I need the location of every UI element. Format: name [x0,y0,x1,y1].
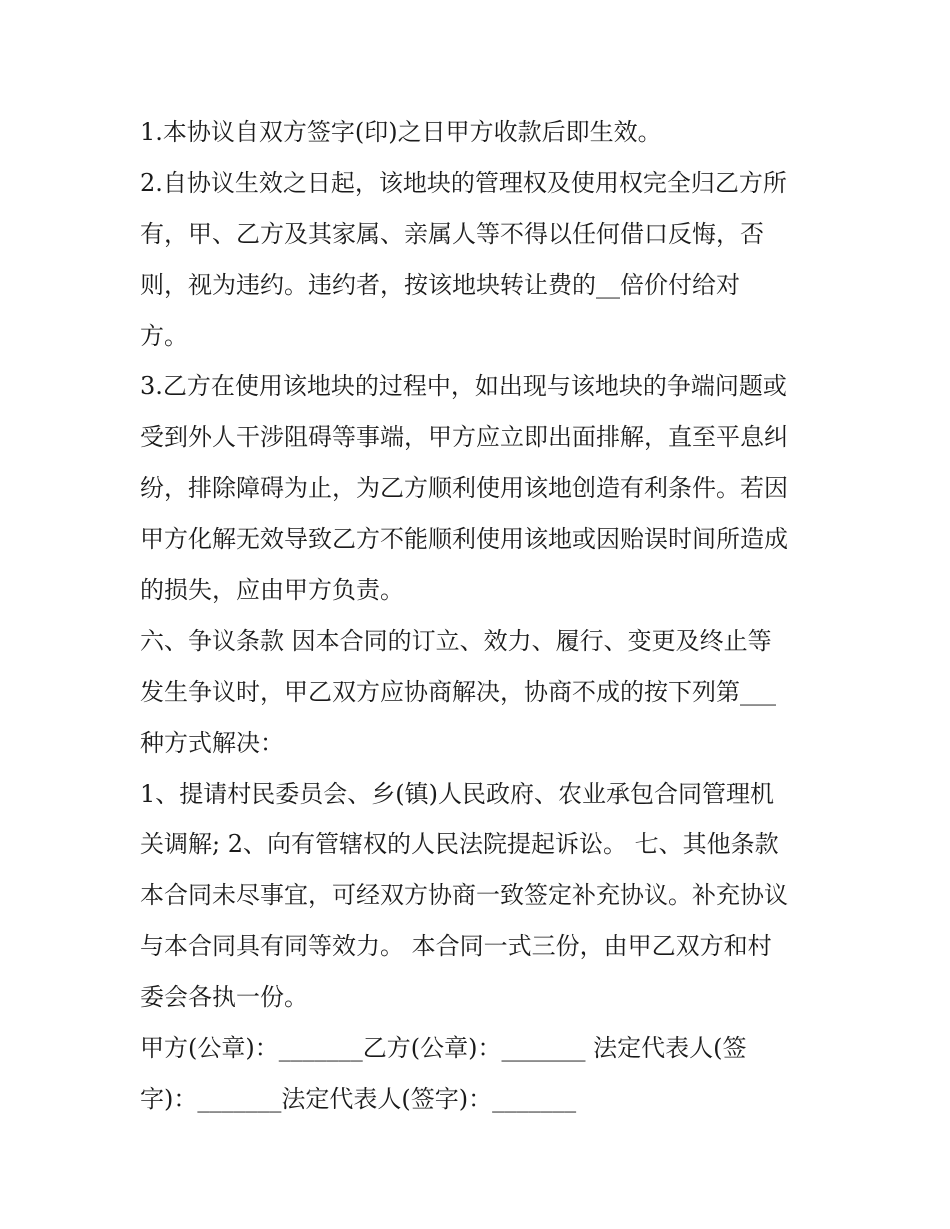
text-line: 字)：_______法定代表人(签字)：_______ [140,1084,577,1113]
text-line: 六、争议条款 因本合同的订立、效力、履行、变更及终止等 [140,626,772,655]
text-line: 的损失，应由甲方负责。 [140,576,404,605]
text-line: 2.自协议生效之日起，该地块的管理权及使用权完全归乙方所 [140,168,787,197]
text-line: 方。 [140,321,188,350]
text-line: 本合同未尽事宜，可经双方协商一致签定补充协议。补充协议 [140,881,788,910]
text-line: 发生争议时，甲乙双方应协商解决，协商不成的按下列第___ [140,677,776,706]
text-line: 纷，排除障碍为止，为乙方顺利使用该地创造有利条件。若因 [140,474,788,503]
document-body [140,107,820,1125]
text-line: 有，甲、乙方及其家属、亲属人等不得以任何借口反悔，否 [140,219,764,248]
text-line: 委会各执一份。 [140,983,308,1012]
text-line: 甲方(公章)：_______乙方(公章)：_______ 法定代表人(签 [140,1034,747,1063]
text-line: 3.乙方在使用该地块的过程中，如出现与该地块的争端问题或 [140,372,787,401]
text-line: 甲方化解无效导致乙方不能顺利使用该地或因贻误时间所造成 [140,525,788,554]
text-line: 1、提请村民委员会、乡(镇)人民政府、农业承包合同管理机 [140,779,774,808]
text-line: 关调解; 2、向有管辖权的人民法院提起诉讼。 七、其他条款 [140,830,779,859]
text-line: 则，视为违约。违约者，按该地块转让费的__倍价付给对 [140,270,740,299]
text-line: 与本合同具有同等效力。 本合同一式三份，由甲乙双方和村 [140,932,772,961]
text-line: 受到外人干涉阻碍等事端，甲方应立即出面排解，直至平息纠 [140,423,788,452]
text-line: 种方式解决： [140,728,284,757]
text-line: 1.本协议自双方签字(印)之日甲方收款后即生效。 [140,118,662,146]
